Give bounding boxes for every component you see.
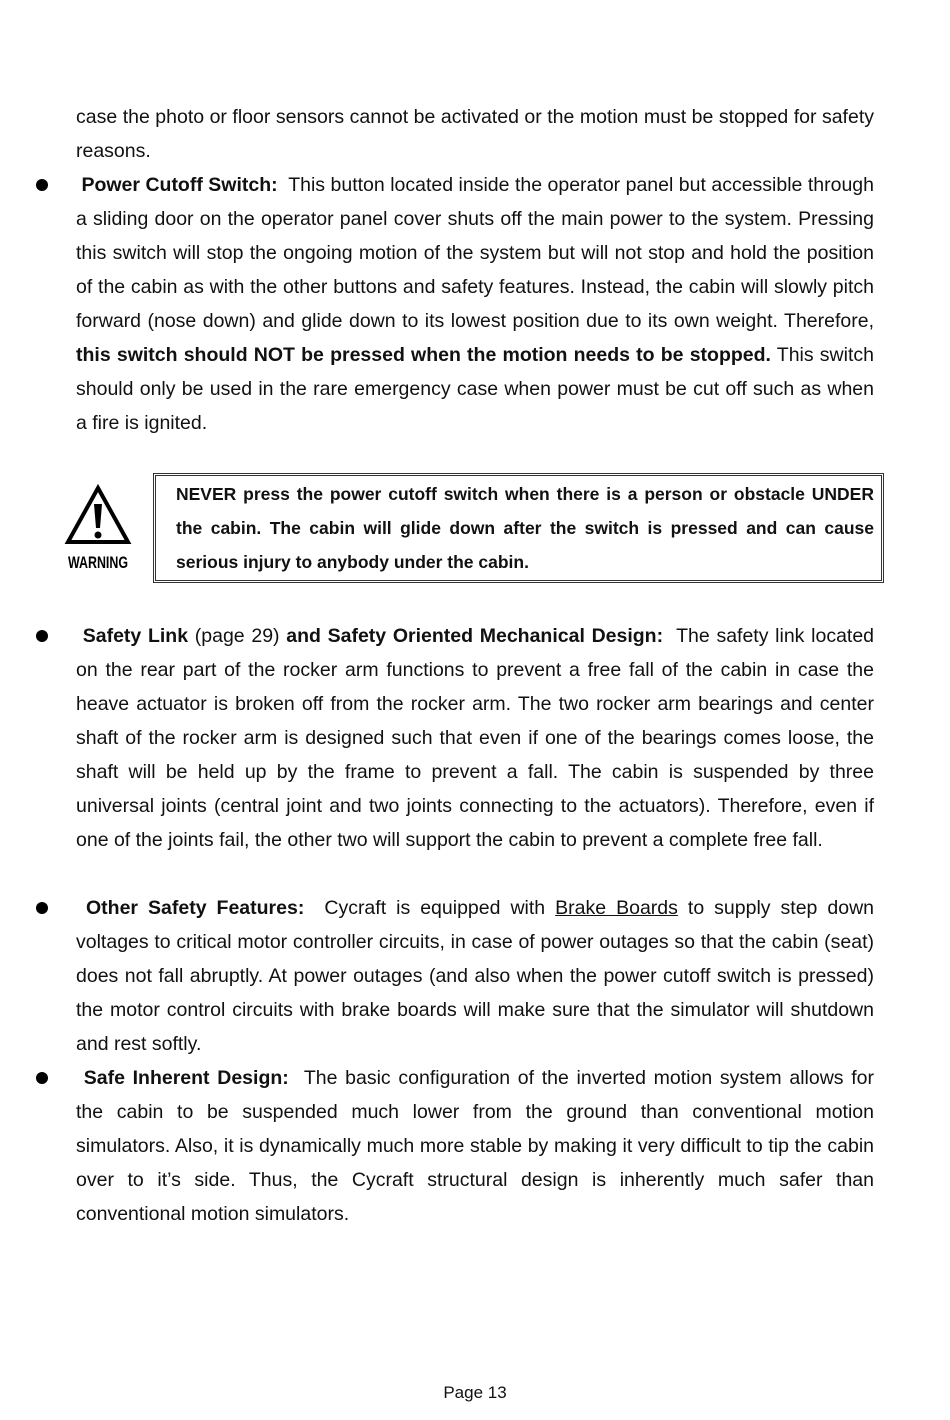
- warning-icon: [64, 484, 132, 572]
- mechanical-design-title: and Safety Oriented Mechanical Design:: [286, 625, 664, 647]
- brake-boards-link[interactable]: Brake Boards: [555, 897, 678, 919]
- power-cutoff-paragraph: Power Cutoff Switch: This button located inside the operator panel but accessible through a sliding door on the operator panel cover shuts off the main power to the system. Pressing this switch will stop the ongoing motion of the system but will not stop and hold the position of the cabin as with the other buttons and safety features. Instead, the cabin will slowly pitch forward (nose down) and glide down to its lowest position due to its own weight. Therefore, this switch should NOT be pressed when the motion needs to be stopped. This switch should only be used in the rare emergency case when power must be cut off such as when a fire is ignited.: [76, 174, 875, 434]
- warning-text: NEVER press the power cutoff switch when there is a person or obstacle UNDER the cabin. The cabin will glide down after the switch is pressed and can cause serious injury to anybody under the cabin.: [176, 484, 874, 572]
- safe-inherent-paragraph: Safe Inherent Design: The basic configuration of the inverted motion system allows for the cabin to be suspended much lower from the ground than conventional motion simulators. Also, it is dynamically much more stable by making it very difficult to tip the cabin over to it’s side. Thus, the Cycraft structural design is inherently much safer than conventional motion simulators.: [76, 1067, 874, 1225]
- power-cutoff-emphasis: this switch should NOT be pressed when the motion needs to be stopped.: [76, 344, 771, 366]
- other-safety-paragraph: Other Safety Features: Cycraft is equipped with Brake Boards to supply step down voltages to critical motor controller circuits, in case of power outages so that the cabin (seat) does not fall abruptly. At power outages (and also when the power cutoff switch is pressed) the motor control circuits with brake boards will make sure that the simulator will shutdown and rest softly.: [76, 897, 875, 1055]
- safety-link-title: Safety Link: [82, 625, 189, 647]
- page-reference: (page 29): [194, 625, 280, 647]
- intro-paragraph: case the photo or floor sensors cannot be activated or the motion must be stopped for safety reasons.: [76, 106, 874, 162]
- bullet-icon: [36, 630, 48, 642]
- bullet-icon: [36, 179, 48, 191]
- bullet-icon: [36, 1072, 48, 1084]
- power-cutoff-title: Power Cutoff Switch:: [81, 174, 278, 196]
- other-safety-title: Other Safety Features:: [86, 897, 305, 919]
- safe-inherent-title: Safe Inherent Design:: [83, 1067, 289, 1089]
- safety-link-paragraph: Safety Link (page 29) and Safety Oriented Mechanical Design: The safety link located on the rear part of the rocker arm functions to prevent a free fall of the cabin in case the heave actuator is broken off from the rocker arm. The two rocker arm bearings and center shaft of the rocker arm is designed such that even if one of the bearings comes loose, the shaft will be held up by the frame to prevent a fall. The cabin is suspended by three universal joints (central joint and two joints connecting to the actuators). Therefore, even if one of the joints fail, the other two will support the cabin to prevent a complete free fall.: [76, 625, 875, 851]
- page-number: Page 13: [443, 1383, 507, 1402]
- warning-icon-label: WARNING: [68, 553, 128, 572]
- bullet-icon: [36, 902, 48, 914]
